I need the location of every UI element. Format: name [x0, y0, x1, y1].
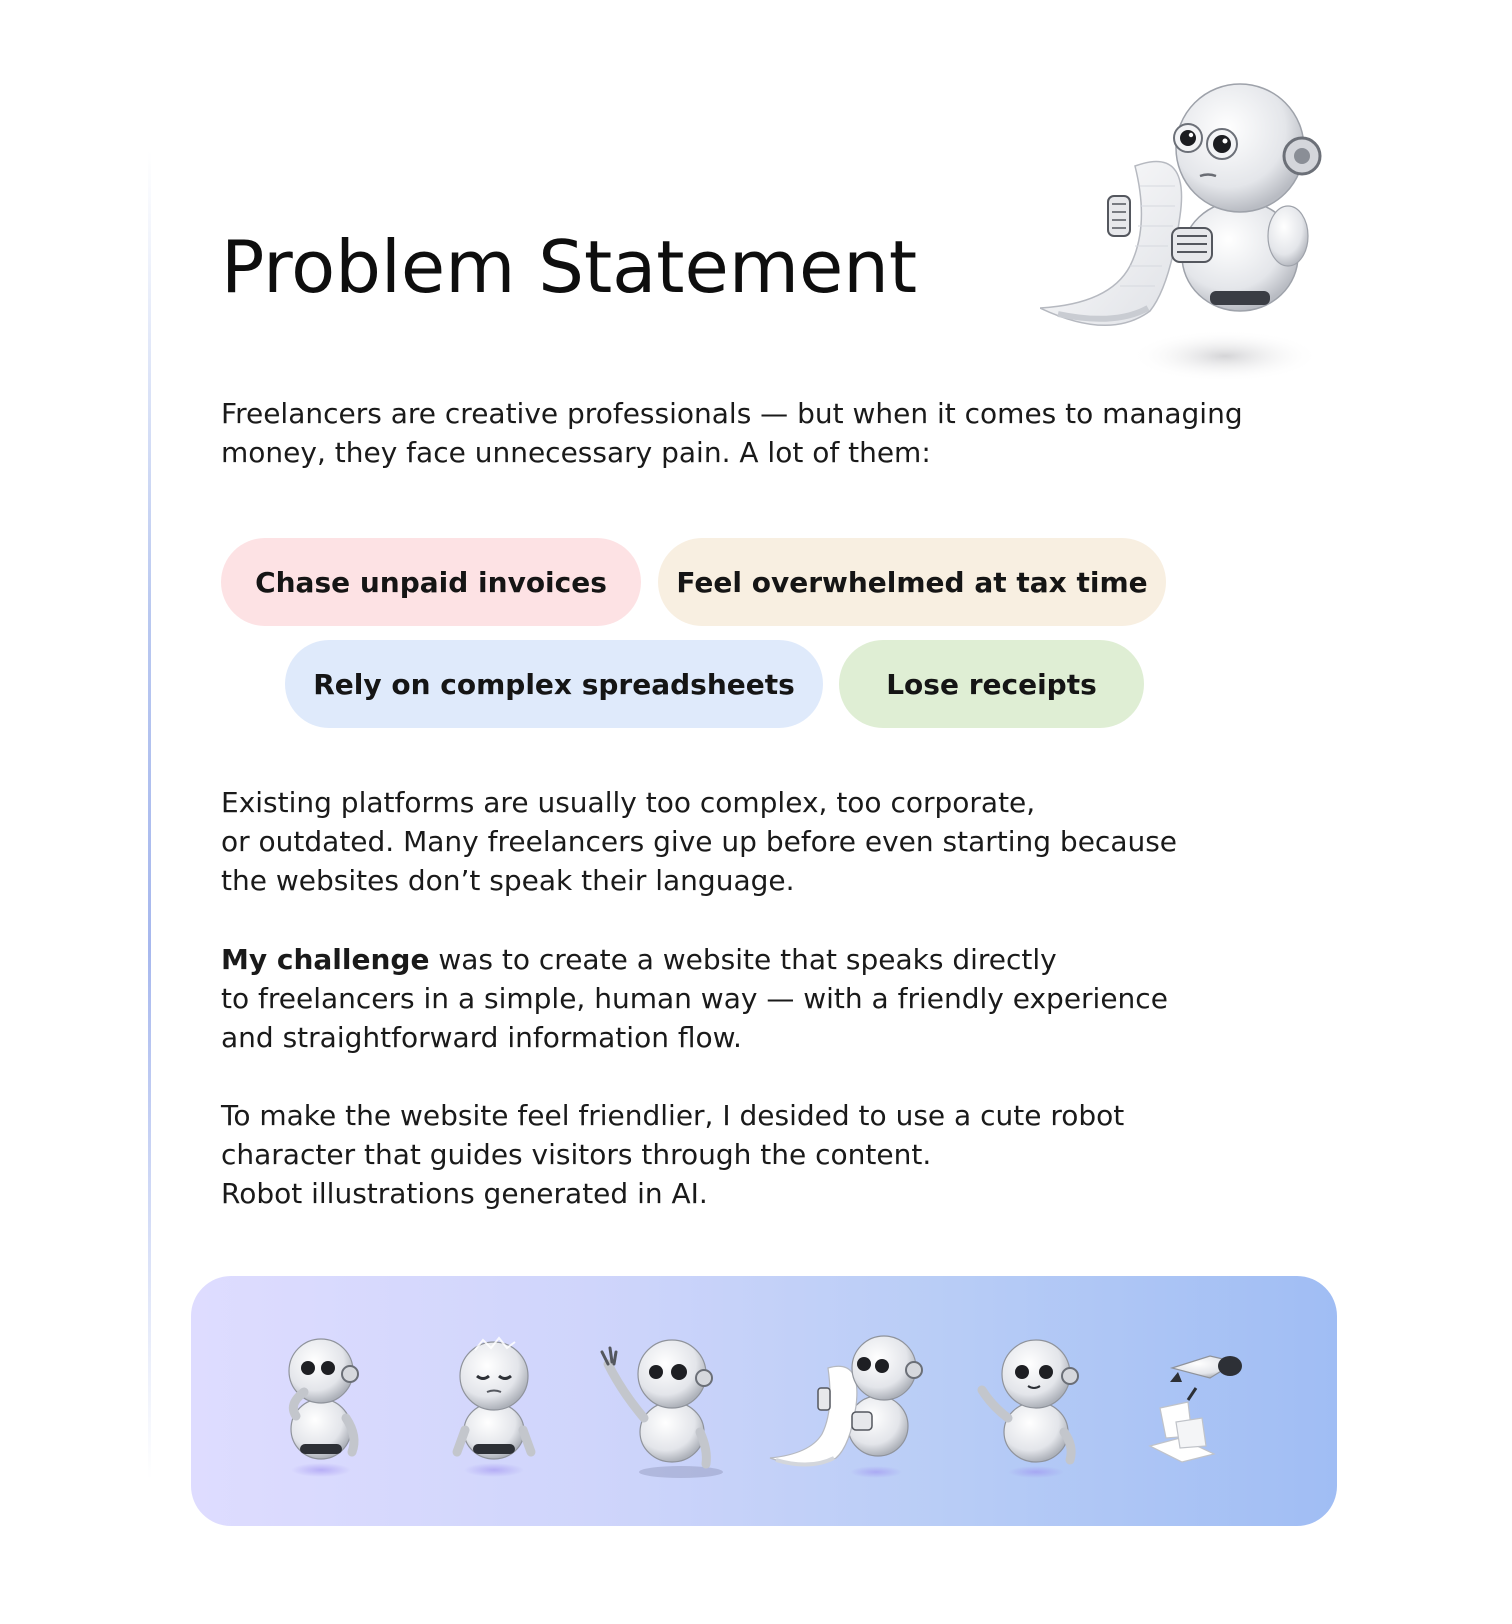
robot-reading-scroll-icon — [1040, 76, 1360, 406]
robot-gallery-panel — [191, 1276, 1337, 1526]
challenge-paragraph — [221, 940, 1168, 1057]
robot-sleeping-icon — [419, 1326, 569, 1486]
challenge-line-3: and straightforward information flow. — [221, 1021, 742, 1054]
robot-reading-scroll-icon — [766, 1326, 936, 1486]
decorative-accent-line — [148, 150, 151, 1480]
intro-line-1: Freelancers are creative professionals — but when it comes to managing — [221, 397, 1243, 430]
robot-flying-papers-icon — [1136, 1326, 1286, 1486]
robot-greeting-icon — [956, 1326, 1106, 1486]
robot-note-line-1: To make the website feel friendlier, I desided to use a cute robot — [221, 1099, 1125, 1132]
challenge-bold-label: My challenge — [221, 943, 430, 976]
robot-note-paragraph — [221, 1096, 1124, 1213]
platforms-line-2: or outdated. Many freelancers give up before even starting because — [221, 825, 1178, 858]
intro-paragraph — [221, 394, 1243, 472]
pain-point-chip: Feel overwhelmed at tax time — [658, 538, 1166, 626]
pain-point-chip: Rely on complex spreadsheets — [285, 640, 823, 728]
pain-point-chip: Lose receipts — [839, 640, 1144, 728]
platforms-line-3: the websites don’t speak their language. — [221, 864, 795, 897]
challenge-line-2: to freelancers in a simple, human way — with a friendly experience — [221, 982, 1168, 1015]
challenge-line-1: was to create a website that speaks directly — [429, 943, 1057, 976]
robot-thinking-icon — [246, 1326, 396, 1486]
platforms-paragraph — [221, 783, 1177, 900]
pain-point-chip: Chase unpaid invoices — [221, 538, 641, 626]
intro-line-2: money, they face unnecessary pain. A lot of them: — [221, 436, 931, 469]
robot-note-line-3: Robot illustrations generated in AI. — [221, 1177, 708, 1210]
robot-note-line-2: character that guides visitors through the content. — [221, 1138, 932, 1171]
page-title: Problem Statement — [221, 225, 918, 309]
robot-waving-icon — [586, 1326, 736, 1486]
platforms-line-1: Existing platforms are usually too complex, too corporate, — [221, 786, 1036, 819]
